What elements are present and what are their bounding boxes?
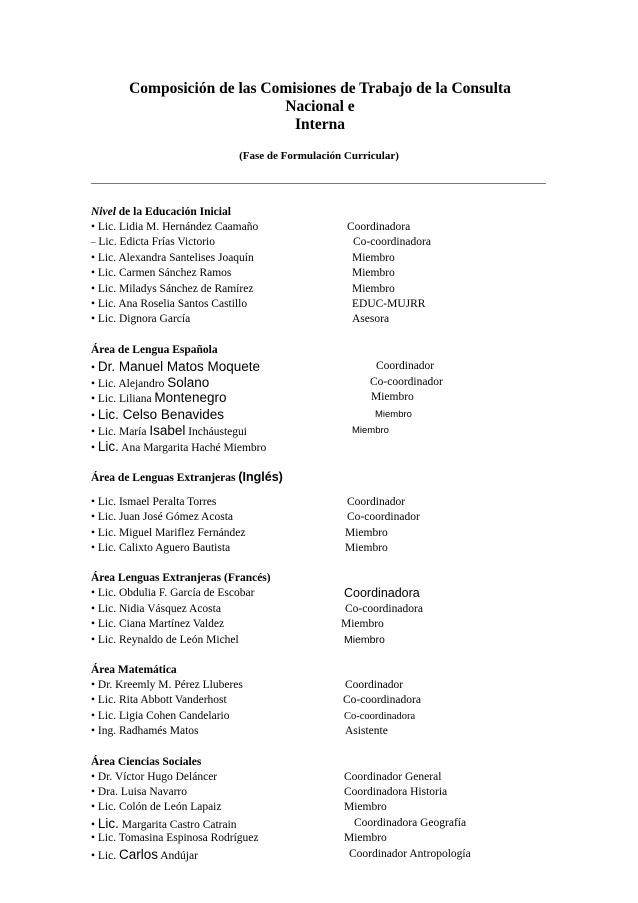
member-row: • Lic. Colón de León Lapaiz Miembro [91, 800, 591, 815]
document-subtitle: (Fase de Formulación Curricular) [239, 150, 399, 162]
member-role: Miembro [371, 391, 414, 404]
member-row: • Lic. Miguel Mariflez Fernández Miembro [91, 526, 591, 541]
member-role: Miembro [375, 408, 412, 420]
commissions-list [91, 204, 591, 876]
member-role: Co-coordinadora [343, 694, 421, 707]
member-row: • Dr. Víctor Hugo Deláncer Coordinador General [91, 770, 591, 785]
member-role: Coordinador [345, 679, 404, 692]
member-role: Coordinador [347, 495, 406, 508]
member-role: Miembro [352, 267, 395, 280]
member-row: • Lic. Tomasina Espinosa Rodríguez Miembro [91, 831, 591, 846]
member-role: Miembro [344, 801, 387, 814]
member-row: • Dr. Manuel Matos Moquete Coordinador [91, 358, 435, 374]
member-role: Miembro [345, 526, 388, 539]
member-row: • Lic. Nidia Vásquez Acosta Co-coordinadora [91, 602, 591, 617]
member-role: Miembro [344, 633, 385, 646]
member-role: Co-coordinador [347, 511, 420, 524]
member-role: Co-coordinadora [353, 236, 431, 249]
member-row: • Lic. Alexandra Santelises Joaquín Miembro [91, 251, 591, 266]
member-row: – Lic. Edicta Frías Victorio Co-coordinadora [91, 235, 591, 250]
member-row: • Lic. Ligia Cohen Candelario Co-coordinadora [91, 709, 591, 724]
member-role: Asistente [345, 725, 388, 738]
member-row: • Lic. Ciana Martínez Valdez Miembro [91, 617, 591, 632]
section-heading: Área de Lengua Española [91, 343, 218, 356]
horizontal-rule [91, 183, 546, 184]
member-role: Miembro [344, 832, 387, 845]
member-row: • Lic. Carmen Sánchez Ramos Miembro [91, 266, 591, 281]
member-role: Miembro [352, 282, 395, 295]
section-matematica [91, 662, 591, 740]
member-row: • Lic. Celso Benavides Miembro [91, 406, 412, 422]
title-line-3: Interna [295, 116, 345, 133]
member-row: • Dra. Luisa Navarro Coordinadora Historia [91, 785, 591, 800]
member-row: • Lic. Alejandro Solano Co-coordinador [91, 374, 443, 390]
document-title [100, 80, 540, 134]
member-role: Coordinadora [344, 586, 420, 601]
member-row: • Lic. Dignora García Asesora [91, 312, 591, 327]
member-row: • Lic. Carlos Andújar Coordinador Antropología [91, 846, 471, 862]
section-heading: Área Ciencias Sociales [91, 755, 202, 768]
member-row: • Lic. Rita Abbott Vanderhost Co-coordinadora [91, 693, 591, 708]
section-ingles [91, 469, 591, 557]
member-row: • Lic. Margarita Castro Catrain Coordinadora Geografía [91, 815, 467, 831]
member-role: Co-coordinador [370, 375, 443, 388]
section-frances [91, 570, 591, 648]
member-role: Coordinador [376, 359, 435, 372]
member-role: Coordinadora [347, 221, 411, 233]
member-row: • Lic. Ana Margarita Haché Miembro [91, 438, 267, 454]
title-line-1: Composición de las Comisiones de Trabajo de la Consulta [129, 80, 511, 97]
member-role: Coordinador Antropología [349, 847, 471, 860]
member-row: • Lic. Lidia M. Hernández Caamaño Coordinadora [91, 220, 591, 235]
member-row: • Lic. Ismael Peralta Torres Coordinador [91, 495, 591, 510]
member-role: Miembro [352, 251, 395, 264]
section-ciencias-sociales [91, 754, 591, 862]
member-role: Miembro [341, 618, 384, 631]
section-heading: Área Matemática [91, 664, 177, 677]
member-role: Miembro [345, 542, 388, 555]
member-row: • Lic. Juan José Gómez Acosta Co-coordinador [91, 510, 591, 525]
section-heading: Área de Lenguas Extranjeras (Inglés) [91, 469, 283, 484]
section-heading: Nivel de la Educación Inicial [91, 206, 231, 218]
section-heading: Área Lenguas Extranjeras (Francés) [91, 572, 271, 585]
member-role: Asesora [352, 313, 390, 326]
member-role: Coordinadora Geografía [354, 816, 467, 829]
member-row: • Lic. Ana Roselia Santos Castillo EDUC-MUJRR [91, 297, 591, 312]
member-row: • Lic. Liliana Montenegro Miembro [91, 390, 414, 406]
title-line-2: Nacional e [285, 98, 355, 115]
member-row: • Lic. Reynaldo de León Michel Miembro [91, 633, 591, 648]
member-row: • Lic. Calixto Aguero Bautista Miembro [91, 541, 591, 556]
member-role: Co-coordinadora [344, 710, 416, 722]
member-role: Coordinadora Historia [344, 785, 448, 798]
member-role: Coordinador General [344, 770, 442, 783]
member-role: Miembro [352, 424, 389, 436]
section-lengua-espanola [91, 342, 591, 455]
member-row: • Dr. Kreemly M. Pérez Lluberes Coordinador [91, 678, 591, 693]
member-row: • Lic. Obdulia F. García de Escobar Coordinadora [91, 586, 420, 601]
member-role: Co-coordinadora [345, 602, 423, 615]
member-row: • Lic. Miladys Sánchez de Ramírez Miembro [91, 282, 591, 297]
member-role: EDUC-MUJRR [352, 297, 426, 310]
section-inicial [91, 204, 591, 328]
member-row: • Ing. Radhamés Matos Asistente [91, 724, 591, 739]
member-row: • Lic. María Isabel Incháustegui Miembro [91, 422, 389, 438]
